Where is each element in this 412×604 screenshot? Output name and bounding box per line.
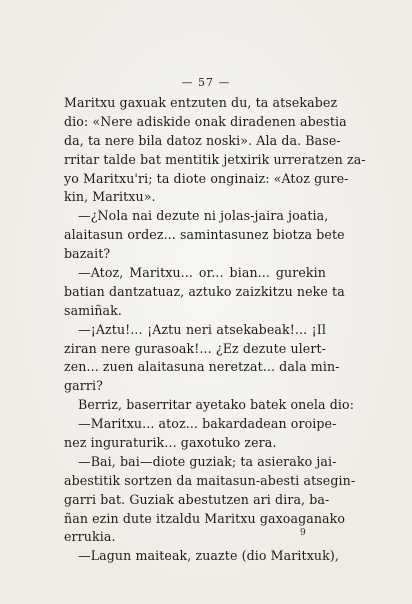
text-line: Berriz, baserritar ayetako batek onela dio:: [78, 397, 355, 413]
text-line: bazait?: [64, 246, 111, 262]
text-line: nez inguraturik... gaxotuko zera.: [64, 435, 277, 451]
text-line: yo Maritxu'ri; ta diote onginaiz: «Atoz gure-: [64, 170, 349, 186]
text-line: alaitasun ordez... samintasunez biotza bete: [64, 227, 345, 243]
text-line: dio: «Nere adiskide onak diradenen abestia: [64, 113, 347, 129]
text-line: —Bai, bai—diote guziak; ta asierako jai-: [78, 453, 337, 469]
text-line: ñan ezin dute itzaldu Maritxu gaxoaganako: [64, 510, 346, 526]
text-line: ziran nere gurasoak!... ¿Ez dezute ulert-: [64, 340, 326, 356]
text-line: zen... zuen alaitasuna neretzat... dala min-: [64, 359, 340, 375]
text-line: —Lagun maiteak, zuazte (dio Maritxuk),: [78, 548, 339, 564]
text-line: —¿Nola nai dezute ni jolas-jaira joatia,: [78, 208, 329, 224]
signature-mark: 9: [300, 528, 306, 538]
text-line: garri?: [64, 378, 103, 394]
text-line: —Atoz, Maritxu... or... bian... gurekin: [78, 265, 326, 281]
body-text: [64, 94, 366, 566]
text-line: —¡Aztu!... ¡Aztu neri atsekabeak!... ¡Il: [78, 321, 326, 337]
text-line: Maritxu gaxuak entzuten du, ta atsekabez: [64, 95, 338, 110]
text-line: abestitik sortzen da maitasun-abesti atsegin-: [64, 472, 356, 488]
text-line: batian dantzatuaz, aztuko zaizkitzu neke ta: [64, 283, 345, 299]
text-line: —Maritxu... atoz... bakardadean oroipe-: [78, 416, 337, 432]
text-line: kin, Maritxu».: [64, 189, 156, 205]
text-line: da, ta nere bila datoz noski». Ala da. Base-: [64, 132, 341, 148]
text-line: samiñak.: [64, 302, 122, 318]
text-line: errukia.: [64, 529, 116, 545]
page-number: — 57 —: [181, 76, 231, 89]
text-line: rritar talde bat mentitik jetxirik urreratzen za-: [64, 151, 366, 167]
text-line: garri bat. Guziak abestutzen ari dira, ba-: [64, 491, 330, 507]
